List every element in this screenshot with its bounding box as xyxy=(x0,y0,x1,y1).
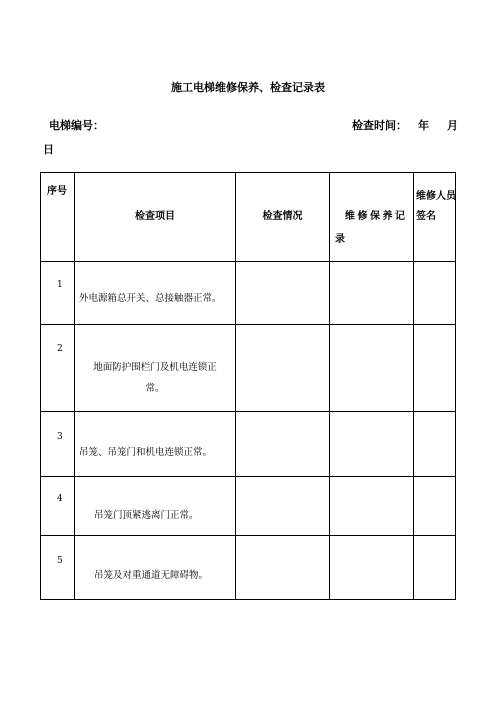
row-record-cell[interactable] xyxy=(330,477,414,536)
row-signature-cell[interactable] xyxy=(414,262,456,325)
header-signature xyxy=(414,173,456,262)
row-no-cell xyxy=(41,536,75,600)
row-status-cell[interactable] xyxy=(236,477,330,536)
row-item: 吊笼门顶紧逃离门正常。 xyxy=(94,510,199,521)
table-row xyxy=(41,325,456,412)
row-item-cell xyxy=(75,412,236,477)
document-title: 施工电梯维修保养、检查记录表 xyxy=(171,81,325,94)
header-status xyxy=(236,173,330,262)
table-row xyxy=(41,477,456,536)
header-record-line2: 录 xyxy=(335,234,345,245)
row-item-cell xyxy=(75,536,236,600)
day-label: 日 xyxy=(43,143,54,156)
row-signature-cell[interactable] xyxy=(414,477,456,536)
row-no: 5 xyxy=(57,556,63,566)
table-row xyxy=(41,262,456,325)
row-no: 4 xyxy=(57,494,63,504)
header-item xyxy=(75,173,236,262)
row-item-cell xyxy=(75,477,236,536)
row-status-cell[interactable] xyxy=(236,325,330,412)
row-signature-cell[interactable] xyxy=(414,412,456,477)
row-no-cell xyxy=(41,412,75,477)
row-no-cell xyxy=(41,325,75,412)
row-status-cell[interactable] xyxy=(236,536,330,600)
header-record xyxy=(330,173,414,262)
row-signature-cell[interactable] xyxy=(414,325,456,412)
table-row xyxy=(41,412,456,477)
row-no-cell xyxy=(41,262,75,325)
row-signature-cell[interactable] xyxy=(414,536,456,600)
header-item-label: 检查项目 xyxy=(135,211,175,222)
row-item-cell xyxy=(75,262,236,325)
table-row xyxy=(41,536,456,600)
table-header-row xyxy=(41,173,456,262)
row-item: 外电源箱总开关、总接触器正常。 xyxy=(79,293,222,304)
row-item: 吊笼及对重通道无障碍物。 xyxy=(94,570,209,581)
row-record-cell[interactable] xyxy=(330,412,414,477)
row-no-cell xyxy=(41,477,75,536)
inspection-table xyxy=(40,172,456,600)
header-signature-label: 维修人员签名 xyxy=(416,191,456,222)
row-record-cell[interactable] xyxy=(330,536,414,600)
header-record-line1: 维修保养记 xyxy=(345,211,408,222)
row-item-cell xyxy=(75,325,236,412)
row-item: 地面防护围栏门及机电连锁正常。 xyxy=(93,362,217,394)
inspection-time-label: 检查时间： xyxy=(352,119,407,132)
row-record-cell[interactable] xyxy=(330,325,414,412)
header-status-label: 检查情况 xyxy=(262,211,303,222)
month-label: 月 xyxy=(447,119,458,132)
row-no: 3 xyxy=(57,432,63,442)
header-no: 序号 xyxy=(41,173,75,262)
row-item: 吊笼、吊笼门和机电连锁正常。 xyxy=(79,447,213,458)
year-label: 年 xyxy=(418,119,429,132)
row-no: 1 xyxy=(57,280,63,290)
row-status-cell[interactable] xyxy=(236,262,330,325)
row-status-cell[interactable] xyxy=(236,412,330,477)
row-record-cell[interactable] xyxy=(330,262,414,325)
elevator-number-label: 电梯编号： xyxy=(49,119,104,132)
row-no: 2 xyxy=(57,344,63,354)
